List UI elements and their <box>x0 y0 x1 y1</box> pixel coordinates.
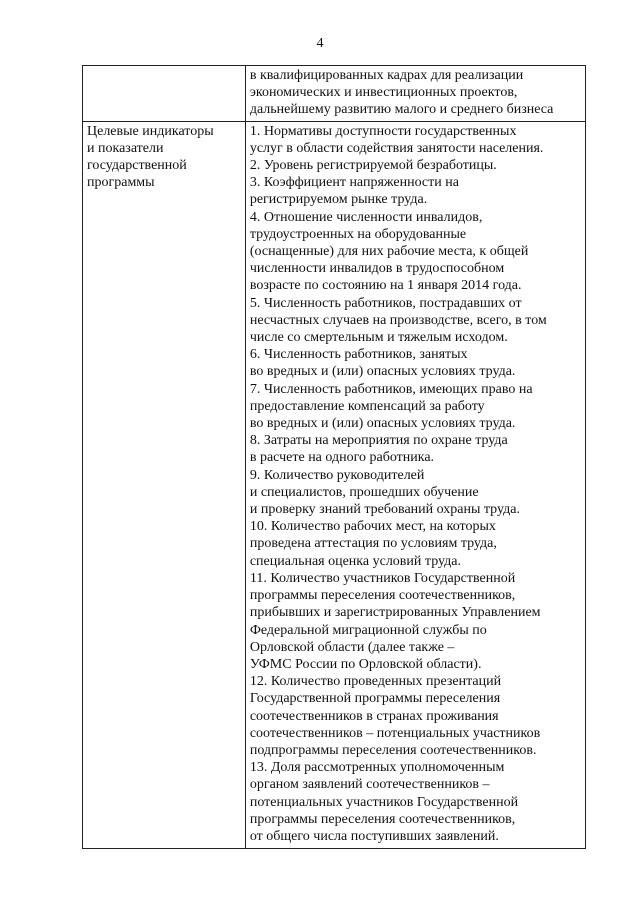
text-line: регистрируемом рынке труда. <box>249 192 428 208</box>
text-line: подпрограммы переселения соотечественников. <box>249 742 537 758</box>
indicator-list <box>250 123 581 846</box>
text-line: 6. Численность работников, занятых <box>249 347 468 363</box>
content-cell-target-indicators <box>245 121 585 849</box>
table-row-target-indicators <box>83 121 586 849</box>
text-line: 3. Коэффициент напряженности на <box>249 175 459 191</box>
text-line: во вредных и (или) опасных условиях труда. <box>249 416 516 432</box>
text-line: возрасте по состоянию на 1 января 2014 года. <box>249 278 522 294</box>
text-line: (оснащенные) для них рабочие места, к общей <box>249 244 529 260</box>
text-line: числе со смертельным и тяжелым исходом. <box>249 330 508 346</box>
text-line: и специалистов, прошедших обучение <box>249 484 479 500</box>
text-line: Государственной программы переселения <box>249 691 501 707</box>
text-line: УФМС России по Орловской области). <box>249 656 482 672</box>
page-number: 4 <box>316 36 324 51</box>
text-line: численности инвалидов в трудоспособном <box>249 261 505 277</box>
text-line: 5. Численность работников, пострадавших от <box>249 295 522 311</box>
text-line: Целевые индикаторы <box>87 123 214 139</box>
text-line: услуг в области содействия занятости населения. <box>249 140 544 156</box>
text-line: предоставление компенсаций за работу <box>249 398 485 414</box>
text-line: 12. Количество проведенных презентаций <box>249 674 502 690</box>
label-cell-target-indicators <box>83 121 246 849</box>
program-passport-table <box>82 65 586 849</box>
text-line: несчастных случаев на производстве, всего, в том <box>249 312 547 328</box>
text-line: 9. Количество руководителей <box>249 467 425 483</box>
label-lines <box>87 123 241 192</box>
text-line: потенциальных участников Государственной <box>249 794 519 810</box>
text-line: 7. Численность работников, имеющих право на <box>249 381 533 397</box>
text-line: 4. Отношение численности инвалидов, <box>249 209 483 225</box>
text-line: соотечественников – потенциальных участников <box>249 725 541 741</box>
content-cell-continuation <box>245 66 585 122</box>
label-cell-continuation <box>83 66 246 122</box>
text-line: государственной <box>87 158 187 174</box>
text-line: и показатели <box>87 140 164 156</box>
table-row-continuation <box>83 66 586 122</box>
text-line: 13. Доля рассмотренных уполномоченным <box>249 760 505 776</box>
text-line: Орловской области (далее также – <box>249 639 455 655</box>
text-line: проведена аттестация по условиям труда, <box>249 536 497 552</box>
text-line: в квалифицированных кадрах для реализации <box>249 68 524 83</box>
text-line: в расчете на одного работника. <box>249 450 435 466</box>
text-line: 8. Затраты на мероприятия по охране труда <box>249 433 508 449</box>
text-line: во вредных и (или) опасных условиях труда. <box>249 364 516 380</box>
text-line: программы переселения соотечественников, <box>249 588 516 604</box>
text-line: программы <box>87 175 155 191</box>
text-line: соотечественников в странах проживания <box>249 708 499 724</box>
text-line: 11. Количество участников Государственной <box>249 570 516 586</box>
text-line: 10. Количество рабочих мест, на которых <box>249 519 496 535</box>
text-line: 1. Нормативы доступности государственных <box>249 123 517 139</box>
text-line: и проверку знаний требований охраны труда. <box>249 502 520 518</box>
content-lines <box>250 67 581 119</box>
text-line: специальная оценка условий труда. <box>249 553 461 569</box>
text-line: дальнейшему развитию малого и среднего бизнеса <box>249 102 554 118</box>
text-line: экономических и инвестиционных проектов, <box>249 85 518 101</box>
text-line: Федеральной миграционной службы по <box>249 622 487 638</box>
text-line: органом заявлений соотечественников – <box>249 777 490 793</box>
text-line: 2. Уровень регистрируемой безработицы. <box>249 158 497 174</box>
text-line: от общего числа поступивших заявлений. <box>249 828 499 844</box>
text-line: программы переселения соотечественников, <box>249 811 516 827</box>
text-line: прибывших и зарегистрированных Управлением <box>249 605 541 621</box>
text-line: трудоустроенных на оборудованные <box>249 226 467 242</box>
